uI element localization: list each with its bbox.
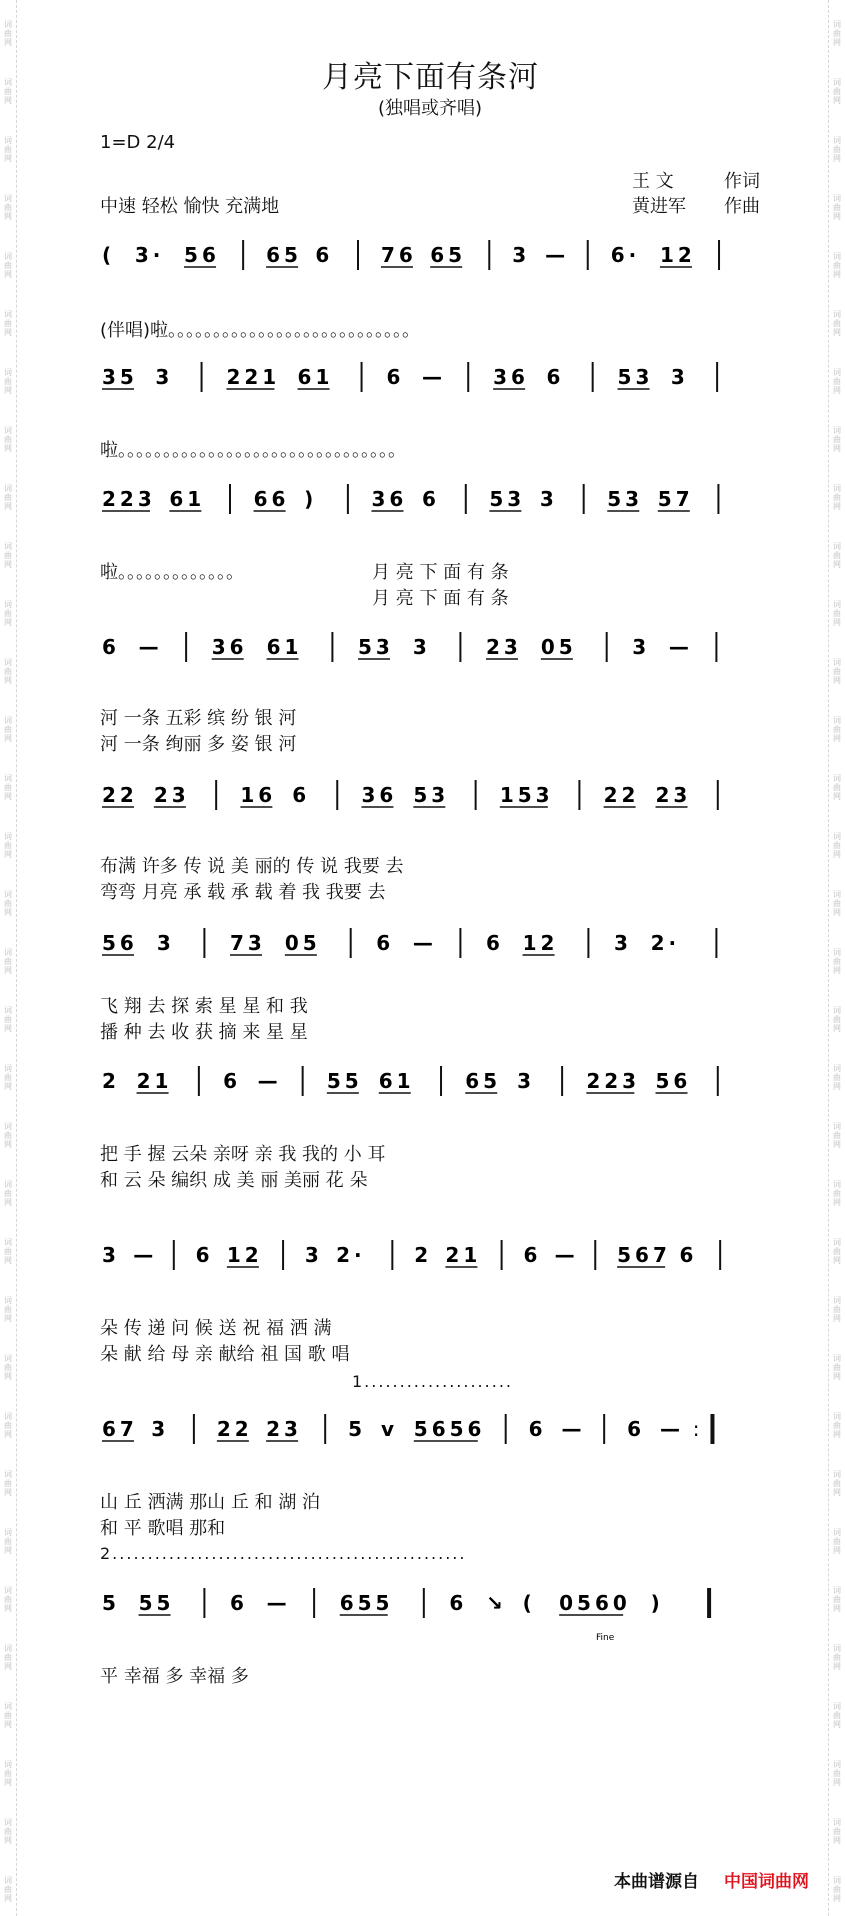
watermark-mark: 词 曲 网 — [4, 716, 12, 743]
note-group: ( — [522, 1591, 536, 1615]
note-group: 0560 — [559, 1591, 631, 1615]
note-group: 6 — [223, 1069, 242, 1093]
note-group: 53 — [413, 783, 450, 807]
note-group: 3 — [614, 931, 632, 955]
note-group: 3 — [412, 635, 431, 659]
note-group: 6 — [102, 635, 120, 659]
watermark-mark: 词 曲 网 — [4, 1296, 12, 1323]
watermark-mark: 词 曲 网 — [833, 484, 841, 511]
watermark-mark: 词 曲 网 — [833, 310, 841, 337]
song-subtitle: (独唱或齐唱) — [378, 98, 483, 119]
note-group: 6 — [627, 1417, 646, 1441]
watermark-mark: 词 曲 网 — [833, 426, 841, 453]
note-group: 66 — [253, 487, 290, 511]
note-group: 3 — [155, 365, 174, 389]
watermark-mark: 词 曲 网 — [4, 20, 12, 47]
note-group: — — [266, 1591, 291, 1615]
note-group: 6 — [422, 487, 440, 511]
note-group: 53 — [607, 487, 644, 511]
lyric-line-3a: 啦。。。。。。。。。。。。。 — [100, 562, 244, 583]
watermark-mark: 词 曲 网 — [4, 1122, 12, 1149]
watermark-mark: 词 曲 网 — [4, 310, 12, 337]
note-group: 53 — [489, 487, 526, 511]
watermark-mark: 词 曲 网 — [4, 832, 12, 859]
note-group: — — [412, 931, 437, 955]
watermark-mark: 词 曲 网 — [4, 1586, 12, 1613]
note-group: 65 — [430, 243, 467, 267]
watermark-mark: 词 曲 网 — [4, 1064, 12, 1091]
note-group: 67 — [102, 1417, 138, 1441]
watermark-mark: 词 曲 网 — [4, 1644, 12, 1671]
note-group: 223 — [586, 1069, 641, 1093]
watermark-mark: 词 曲 网 — [833, 1818, 841, 1845]
note-group: 5 — [348, 1417, 367, 1441]
note-group: 56 — [184, 243, 220, 267]
note-group: — — [545, 243, 570, 267]
lyric-line-8b: 朵 献 给 母 亲 献给 祖 国 歌 唱 — [100, 1344, 350, 1365]
note-group: 3· — [134, 243, 165, 267]
watermark-mark: 词 曲 网 — [833, 600, 841, 627]
note-group: 6 — [386, 365, 405, 389]
watermark-mark: 词 曲 网 — [4, 1760, 12, 1787]
lyric-line-5a: 布满 许多 传 说 美 丽的 传 说 我要 去 — [100, 856, 404, 877]
note-group: 12 — [522, 931, 559, 955]
watermark-mark: 词 曲 网 — [4, 1412, 12, 1439]
note-group: 05 — [540, 635, 577, 659]
watermark-mark: 词 曲 网 — [833, 1702, 841, 1729]
note-group: 53 — [617, 365, 654, 389]
note-group: ) — [304, 487, 318, 511]
fine-marker: Fine — [596, 1633, 615, 1643]
note-group: 56 — [655, 1069, 692, 1093]
lyric-line-1: (伴唱)啦。。。。。。。。。。。。。。。。。。。。。。。。。。。 — [100, 320, 421, 341]
lyricist-name: 王 文 — [632, 171, 674, 192]
note-group: 6 — [523, 1243, 542, 1267]
watermark-mark: 词 曲 网 — [4, 1180, 12, 1207]
note-group: 76 — [380, 243, 417, 267]
watermark-mark: 词 曲 网 — [833, 1470, 841, 1497]
note-group: — — [133, 1243, 158, 1267]
note-group: 55 — [138, 1591, 175, 1615]
note-group: 12 — [226, 1243, 263, 1267]
lyric-line-2: 啦。。。。。。。。。。。。。。。。。。。。。。。。。。。。。。。 — [100, 440, 406, 461]
note-group: 05 — [284, 931, 321, 955]
watermark-mark: 词 曲 网 — [4, 1238, 12, 1265]
key-signature: 1=D 2/4 — [100, 132, 176, 153]
lyricist-role: 作词 — [724, 171, 760, 192]
note-group: — — [138, 635, 163, 659]
note-group: 61 — [297, 365, 334, 389]
note-group: 6 — [292, 783, 311, 807]
note-group: 73 — [230, 931, 266, 955]
note-group: 56 — [102, 931, 138, 955]
watermark-mark: 词 曲 网 — [4, 1702, 12, 1729]
watermark-mark: 词 曲 网 — [833, 716, 841, 743]
note-group: 12 — [659, 243, 696, 267]
note-group: 23 — [655, 783, 692, 807]
note-group: 65 — [465, 1069, 502, 1093]
note-group: 22 — [216, 1417, 253, 1441]
note-group: 2· — [650, 931, 681, 955]
watermark-mark: 词 曲 网 — [4, 78, 12, 105]
watermark-mark: 词 曲 网 — [833, 1354, 841, 1381]
lyric-line-9a: 山 丘 洒满 那山 丘 和 湖 泊 — [100, 1492, 321, 1513]
composer-role: 作曲 — [724, 196, 760, 217]
song-title: 月亮下面有条河 — [322, 60, 539, 95]
note-group: — — [668, 635, 693, 659]
note-group: — — [257, 1069, 282, 1093]
lyric-line-7a: 把 手 握 云朵 亲呀 亲 我 我的 小 耳 — [100, 1144, 386, 1165]
note-group: 61 — [378, 1069, 415, 1093]
watermark-mark: 词 曲 网 — [833, 1122, 841, 1149]
volta-1-label: 1..................... — [352, 1372, 513, 1391]
note-group: 6 — [195, 1243, 214, 1267]
watermark-mark: 词 曲 网 — [4, 1470, 12, 1497]
watermark-mark: 词 曲 网 — [833, 948, 841, 975]
note-group: 53 — [358, 635, 394, 659]
note-group: 36 — [493, 365, 529, 389]
watermark-mark: 词 曲 网 — [4, 542, 12, 569]
note-group: 6 — [528, 1417, 547, 1441]
watermark-mark: 词 曲 网 — [833, 1528, 841, 1555]
note-group: 35 — [102, 365, 138, 389]
watermark-mark: 词 曲 网 — [833, 832, 841, 859]
note-group: 655 — [339, 1591, 394, 1615]
note-group: 23 — [153, 783, 190, 807]
watermark-mark: 词 曲 网 — [4, 890, 12, 917]
note-group: 6 — [230, 1591, 248, 1615]
lyric-line-6a: 飞 翔 去 探 索 星 星 和 我 — [100, 996, 308, 1017]
watermark-mark: 词 曲 网 — [833, 658, 841, 685]
note-group: 57 — [657, 487, 694, 511]
watermark-mark: 词 曲 网 — [4, 1528, 12, 1555]
note-group: ↘ — [486, 1591, 507, 1615]
lyric-line-3b: 月 亮 下 面 有 条 — [372, 562, 509, 583]
note-group: 65 — [266, 243, 302, 267]
watermark-mark: 词 曲 网 — [833, 194, 841, 221]
watermark-mark: 词 曲 网 — [4, 948, 12, 975]
watermark-mark: 词 曲 网 — [833, 20, 841, 47]
note-group: 2· — [336, 1243, 366, 1267]
watermark-mark: 词 曲 网 — [833, 1760, 841, 1787]
footer-source-label: 本曲谱源自 — [614, 1872, 699, 1892]
watermark-mark: 词 曲 网 — [833, 774, 841, 801]
note-group: 61 — [169, 487, 206, 511]
note-group: 61 — [266, 635, 303, 659]
note-group: 22 — [603, 783, 640, 807]
note-group: 6· — [610, 243, 641, 267]
lyric-line-9b: 和 平 歌唱 那和 — [100, 1518, 226, 1539]
note-group: 153 — [499, 783, 554, 807]
note-group: 55 — [326, 1069, 363, 1093]
watermark-mark: 词 曲 网 — [4, 252, 12, 279]
watermark-mark: 词 曲 网 — [4, 1354, 12, 1381]
watermark-mark: 词 曲 网 — [4, 658, 12, 685]
note-group: 3 — [670, 365, 689, 389]
note-group: v — [380, 1417, 399, 1441]
volta-2-label: 2.................................................. — [100, 1544, 467, 1563]
watermark-mark: 词 曲 网 — [4, 1876, 12, 1903]
note-group: 21 — [136, 1069, 173, 1093]
note-group: 567 — [617, 1243, 671, 1267]
watermark-mark: 词 曲 网 — [833, 1586, 841, 1613]
note-group: 6 — [486, 931, 504, 955]
watermark-mark: 词 曲 网 — [833, 368, 841, 395]
composer-name: 黄进军 — [632, 196, 686, 217]
note-group: 3 — [151, 1417, 170, 1441]
watermark-mark: 词 曲 网 — [833, 78, 841, 105]
note-group: 16 — [240, 783, 277, 807]
lyric-line-3c: 月 亮 下 面 有 条 — [372, 588, 509, 609]
lyric-line-4b: 河 一条 绚丽 多 姿 银 河 — [100, 734, 297, 755]
lyric-line-8a: 朵 传 递 问 候 送 祝 福 洒 满 — [100, 1318, 332, 1339]
note-group: 23 — [266, 1417, 302, 1441]
note-group: 3 — [156, 931, 175, 955]
note-group: — — [554, 1243, 579, 1267]
note-group: ) — [650, 1591, 664, 1615]
note-group: 6 — [546, 365, 565, 389]
lyric-line-4a: 河 一条 五彩 缤 纷 银 河 — [100, 708, 297, 729]
note-group: 221 — [226, 365, 281, 389]
note-group: 36 — [371, 487, 408, 511]
lyric-line-5b: 弯弯 月亮 承 载 承 载 着 我 我要 去 — [100, 882, 386, 903]
note-group: 22 — [102, 783, 138, 807]
watermark-mark: 词 曲 网 — [4, 600, 12, 627]
lyric-line-10: 平 幸福 多 幸福 多 — [100, 1666, 249, 1687]
watermark-mark: 词 曲 网 — [833, 1180, 841, 1207]
note-group: 21 — [445, 1243, 482, 1267]
watermark-mark: 词 曲 网 — [833, 1238, 841, 1265]
watermark-mark: 词 曲 网 — [4, 484, 12, 511]
note-group: 5656 — [413, 1417, 486, 1441]
note-group: — — [422, 365, 446, 389]
note-group: 3 — [304, 1243, 323, 1267]
note-group: ( — [102, 243, 116, 267]
watermark-mark: 词 曲 网 — [4, 426, 12, 453]
note-group: 223 — [102, 487, 156, 511]
note-group: 23 — [486, 635, 522, 659]
note-group: 5 — [102, 1591, 120, 1615]
watermark-mark: 词 曲 网 — [833, 1644, 841, 1671]
repeat-dots: : — [692, 1417, 700, 1441]
note-group: 2 — [414, 1243, 433, 1267]
watermark-mark: 词 曲 网 — [4, 136, 12, 163]
note-group: 36 — [361, 783, 398, 807]
watermark-mark: 词 曲 网 — [833, 1296, 841, 1323]
watermark-mark: 词 曲 网 — [833, 1006, 841, 1033]
note-group: 3 — [632, 635, 651, 659]
watermark-mark: 词 曲 网 — [833, 252, 841, 279]
lyric-line-6b: 播 种 去 收 获 摘 来 星 星 — [100, 1022, 308, 1043]
footer-site-link[interactable]: 中国词曲网 — [724, 1872, 809, 1892]
note-group: 6 — [376, 931, 395, 955]
note-group: 3 — [102, 1243, 120, 1267]
note-group: 36 — [211, 635, 248, 659]
note-group: — — [659, 1417, 684, 1441]
watermark-mark: 词 曲 网 — [4, 1818, 12, 1845]
watermark-mark: 词 曲 网 — [833, 542, 841, 569]
watermark-mark: 词 曲 网 — [4, 194, 12, 221]
watermark-mark: 词 曲 网 — [4, 368, 12, 395]
note-group: 3 — [512, 243, 531, 267]
watermark-mark: 词 曲 网 — [833, 890, 841, 917]
watermark-mark: 词 曲 网 — [833, 1064, 841, 1091]
watermark-mark: 词 曲 网 — [4, 774, 12, 801]
note-group: — — [561, 1417, 586, 1441]
note-group: 6 — [449, 1591, 468, 1615]
note-group: 3 — [539, 487, 558, 511]
watermark-mark: 词 曲 网 — [833, 136, 841, 163]
watermark-mark: 词 曲 网 — [4, 1006, 12, 1033]
watermark-mark: 词 曲 网 — [833, 1876, 841, 1903]
lyric-line-7b: 和 云 朵 编织 成 美 丽 美丽 花 朵 — [100, 1170, 368, 1191]
note-group: 3 — [517, 1069, 536, 1093]
tempo-marking: 中速 轻松 愉快 充满地 — [100, 196, 280, 217]
note-group: 6 — [679, 1243, 698, 1267]
note-group: 2 — [102, 1069, 120, 1093]
watermark-mark: 词 曲 网 — [833, 1412, 841, 1439]
note-group: 6 — [315, 243, 334, 267]
